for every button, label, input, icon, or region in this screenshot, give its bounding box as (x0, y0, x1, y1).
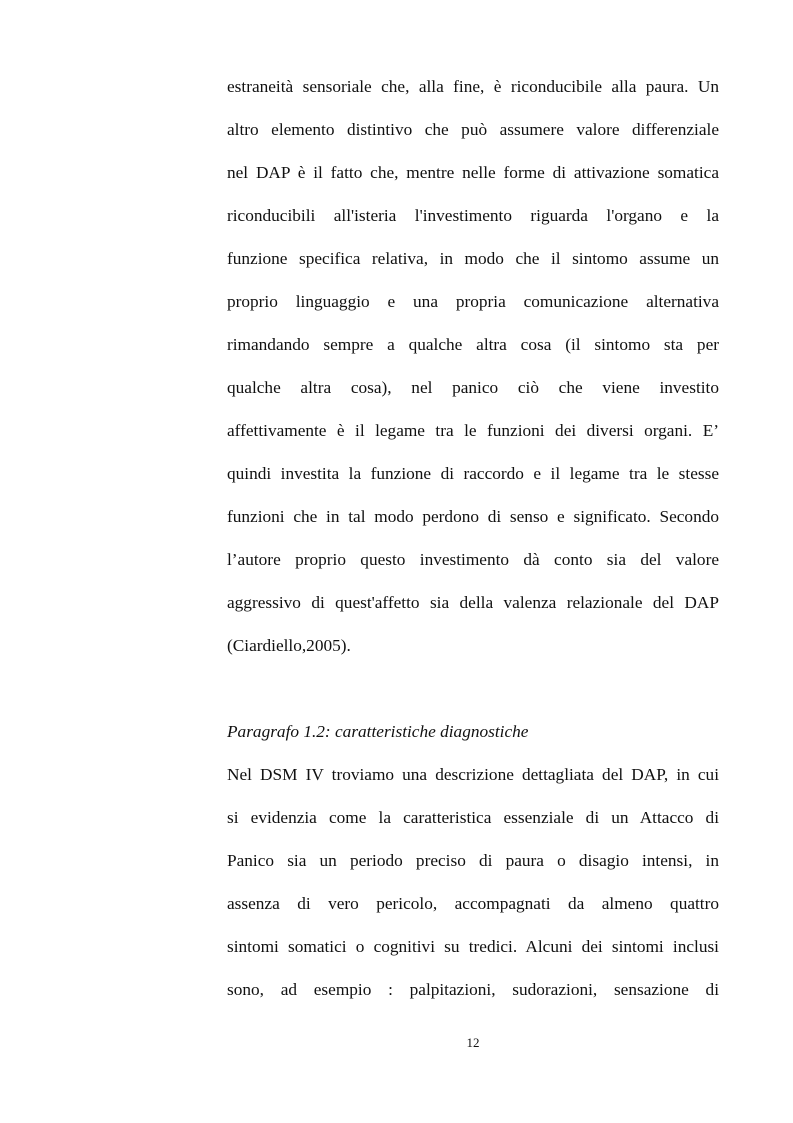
text-line: qualche altra cosa), nel panico ciò che viene investito (227, 378, 719, 397)
text-line: l’autore proprio questo investimento dà conto sia del valore (227, 550, 719, 569)
text-line: funzioni che in tal modo perdono di senso e significato. Secondo (227, 507, 719, 526)
text-line: (Ciardiello,2005). (227, 636, 351, 655)
text-line: sono, ad esempio : palpitazioni, sudorazioni, sensazione di (227, 980, 719, 999)
body-paragraph-1 (227, 65, 719, 667)
text-line: estraneità sensoriale che, alla fine, è riconducibile alla paura. Un (227, 77, 719, 96)
body-paragraph-2 (227, 753, 719, 1011)
section-heading: Paragrafo 1.2: caratteristiche diagnostiche (227, 722, 529, 741)
text-line: funzione specifica relativa, in modo che il sintomo assume un (227, 249, 719, 268)
text-line: sintomi somatici o cognitivi su tredici. Alcuni dei sintomi inclusi (227, 937, 719, 956)
text-line: assenza di vero pericolo, accompagnati da almeno quattro (227, 894, 719, 913)
text-line: quindi investita la funzione di raccordo e il legame tra le stesse (227, 464, 719, 483)
text-line: Nel DSM IV troviamo una descrizione dettagliata del DAP, in cui (227, 765, 719, 784)
text-line: proprio linguaggio e una propria comunicazione alternativa (227, 292, 719, 311)
text-line: Panico sia un periodo preciso di paura o disagio intensi, in (227, 851, 719, 870)
text-line: nel DAP è il fatto che, mentre nelle forme di attivazione somatica (227, 163, 719, 182)
text-line: altro elemento distintivo che può assumere valore differenziale (227, 120, 719, 139)
text-line: si evidenzia come la caratteristica essenziale di un Attacco di (227, 808, 719, 827)
text-line: rimandando sempre a qualche altra cosa (il sintomo sta per (227, 335, 719, 354)
page-number: 12 (466, 1035, 480, 1050)
text-line: affettivamente è il legame tra le funzioni dei diversi organi. E’ (227, 421, 719, 440)
text-line: riconducibili all'isteria l'investimento riguarda l'organo e la (227, 206, 719, 225)
text-line: aggressivo di quest'affetto sia della valenza relazionale del DAP (227, 593, 719, 612)
